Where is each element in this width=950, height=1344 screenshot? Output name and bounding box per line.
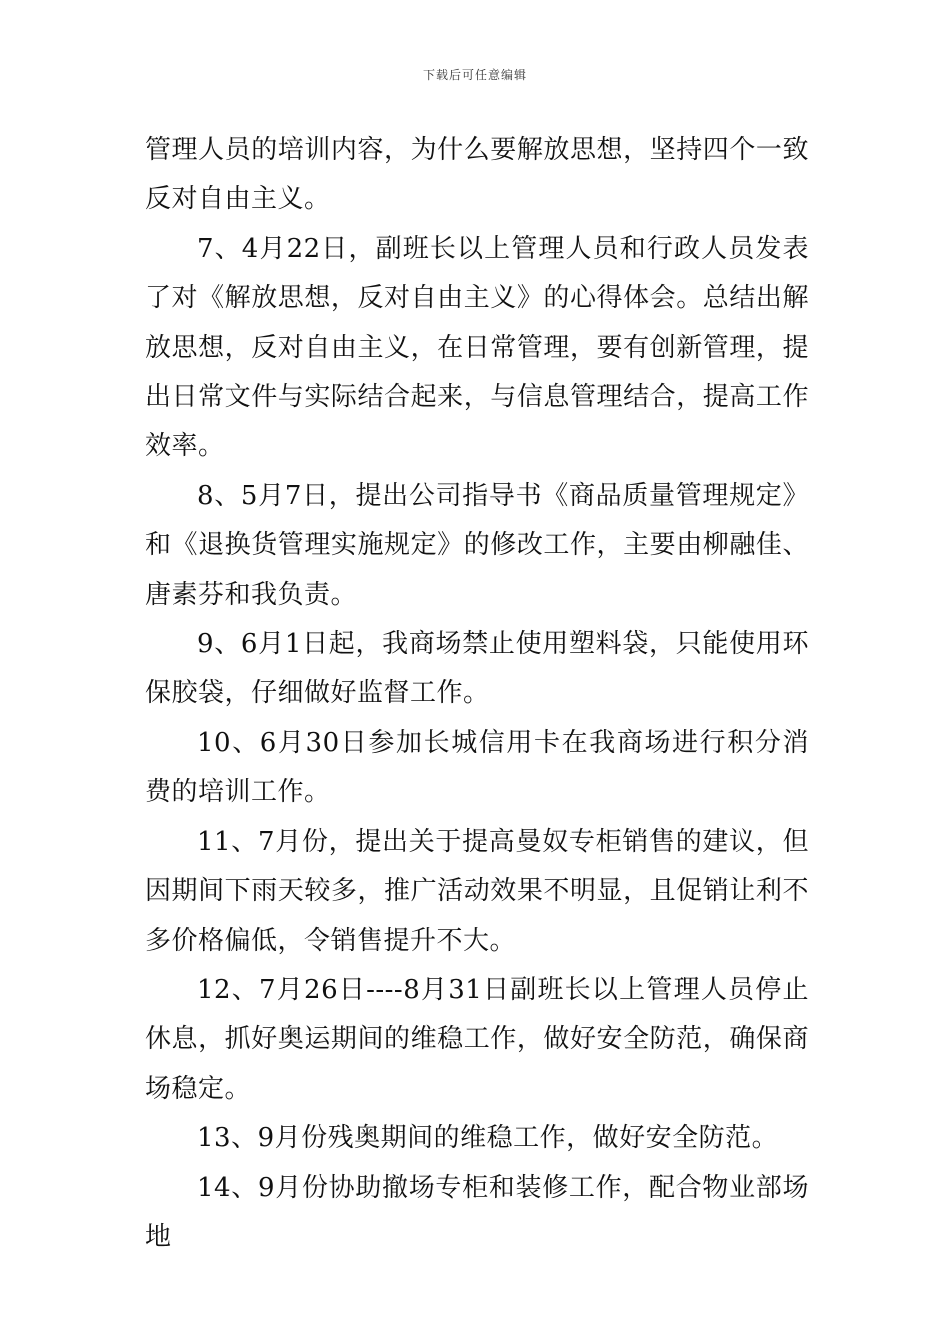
- paragraph-4: 9、6月1日起，我商场禁止使用塑料袋，只能使用环保胶袋，仔细做好监督工作。: [145, 629, 809, 709]
- paragraph-1: 管理人员的培训内容，为什么要解放思想，坚持四个一致反对自由主义。: [145, 135, 809, 215]
- paragraph-6: 11、7月份，提出关于提高曼奴专柜销售的建议，但因期间下雨天较多，推广活动效果不明显，且促销让利不多价格偏低，令销售提升不大。: [145, 826, 809, 956]
- paragraph-9: 14、9月份协助撤场专柜和装修工作，配合物业部场地: [145, 1172, 809, 1252]
- document-body: [145, 126, 809, 1262]
- paragraph-8: 13、9月份残奥期间的维稳工作，做好安全防范。: [197, 1123, 779, 1154]
- paragraph-2: 7、4月22日，副班长以上管理人员和行政人员发表了对《解放思想，反对自由主义》的心得体会。总结出解放思想，反对自由主义，在日常管理，要有创新管理，提出日常文件与实际结合起来，与信息管理结合，提高工作效率。: [145, 233, 809, 462]
- paragraph-5: 10、6月30日参加长城信用卡在我商场进行积分消费的培训工作。: [145, 727, 809, 808]
- page-header: 下载后可任意编辑: [422, 68, 527, 82]
- paragraph-3: 8、5月7日，提出公司指导书《商品质量管理规定》和《退换货管理实施规定》的修改工作，主要由柳融佳、唐素芬和我负责。: [145, 480, 809, 610]
- paragraph-7: 12、7月26日----8月31日副班长以上管理人员停止休息，抓好奥运期间的维稳工作，做好安全防范，确保商场稳定。: [145, 974, 809, 1104]
